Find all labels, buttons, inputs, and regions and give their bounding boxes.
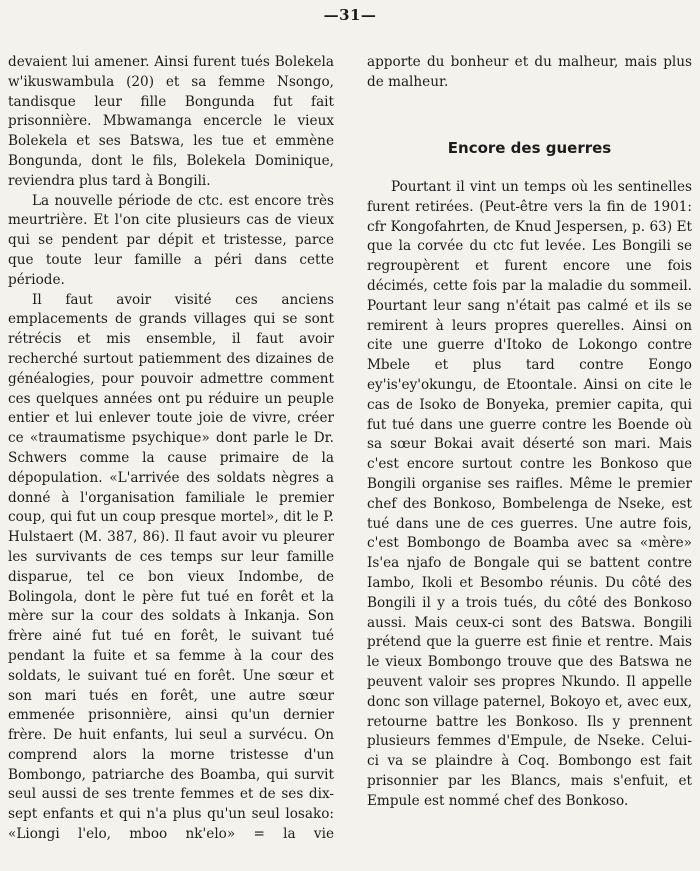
paragraph: Pourtant il vint un temps où les sentinelles furent retirées. (Peut-être vers la fin de 1901: cfr Kongofahrten, de Knud Jespersen, p. 63) Et que la corvée du ctc fut levée. Les Bongili se regroupèrent et furent encore une fois décimés, cette fois par la maladie du sommeil. Pourtant leur sang n'était pas calmé et ils se remirent à leurs propres querelles. Ainsi on cite une guerre d'Itoko de Lokongo contre Mbele et plus tard contre Eongo ey'is'ey'okungu, de Etoontale. Ainsi on cite le cas de Isoko de Bonyeka, premier capita, qui fut tué dans une guerre contre les Boende où sa sœur Bokai avait déserté son mari. Mais c'est encore surtout contre les Bonkoso que Bongili organise ses raifles. Même le premier chef des Bonkoso, Bombelenga de Nseke, est tué dans une de ces guerres. Une autre fois, c'est Bombongo de Boamba avec sa «mère» Is'ea njafo de Bongale qui se battent contre Iambo, Ikoli et Besombo réunis. Du côté des Bongili il y a trois tués, du côté des Bonkoso aussi. Mais ceux-ci sont des Batswa. Bongili prétend que la guerre est finie et rentre. Mais le vieux Bombongo trouve que des Batswa ne peuvent valoir ses propres Nkundo. Il appelle donc son village paternel, Bokoyo et, avec eux, retourne battre les Bonkoso. Ils y prennent plusieurs femmes d'Empule, de Nseke. Celui-ci va se plaindre à Coq. Bombongo est fait prisonnier par les Blancs, mais s'enfuit, et Empule est nommé chef des Bonkoso. (367, 179, 692, 809)
paragraph: Il faut avoir visité ces anciens emplacements de grands villages qui se sont rétrécis et mis ensemble, il faut avoir recherché surtout patiemment des dizaines de généalogies, pour pouvoir admettre comment ces quelques années ont pu réduire un peuple entier et lui enlever toute joie de vivre, créer ce «traumatisme psychique» dont parle le Dr. Schwers comme la cause primaire de la dépopulation. «L'arrivée des soldats nègres a donné à l'organisation familiale le premier coup, qui fut un coup presque mortel», dit le P. Hulstaert (M. 387, 86). Il faut avoir vu pleurer les survivants de ces temps sur leur famille disparue, tel ce bon vieux Indombe, de Bolingola, dont le père fut tué en forêt et la mère sur la cour des soldats à Inkanja. Son frère ainé fut tué en forêt, le suivant tué pendant la fuite et sa femme à la cour des soldats, le suivant tué en forêt. Une sœur et son mari tués en forêt, une autre sœur emmenée prisonnière, ainsi qu'un dernier frère. De huit enfants, lui seul a survécu. On comprend alors la morne tristesse d'un Bombongo, patriarche des Boamba, qui survit seul aussi de ses trente femmes et de ses dix-sept enfants et qui n'a plus qu'un seul losako: «Liongi l'elo, mboo nk'elo» = la vie (8, 291, 334, 843)
paragraph: devaient lui amener. Ainsi furent tués Bolekela w'ikuswambula (20) et sa femme Nsongo, tandisque leur fille Bongunda fut fait prisonnière. Mbwamanga encercle le vieux Bolekela et ses Batswa, les tue et emmène Bongunda, dont le fils, Bolekela Dominique, reviendra plus tard à Bongili. (8, 54, 334, 189)
section-heading: Encore des guerres (447, 139, 612, 157)
page-number: —31— (323, 6, 377, 24)
paragraph: La nouvelle période de ctc. est encore très meurtrière. Et l'on cite plusieurs cas de vieux qui se pendent par dépit et tristesse, parce que toute leur famille a péri dans cette période. (8, 192, 334, 288)
right-column-body (367, 178, 692, 812)
paragraph: apporte du bonheur et du malheur, mais plus de malheur. (367, 54, 692, 90)
left-column (8, 53, 334, 845)
right-column (367, 53, 692, 93)
